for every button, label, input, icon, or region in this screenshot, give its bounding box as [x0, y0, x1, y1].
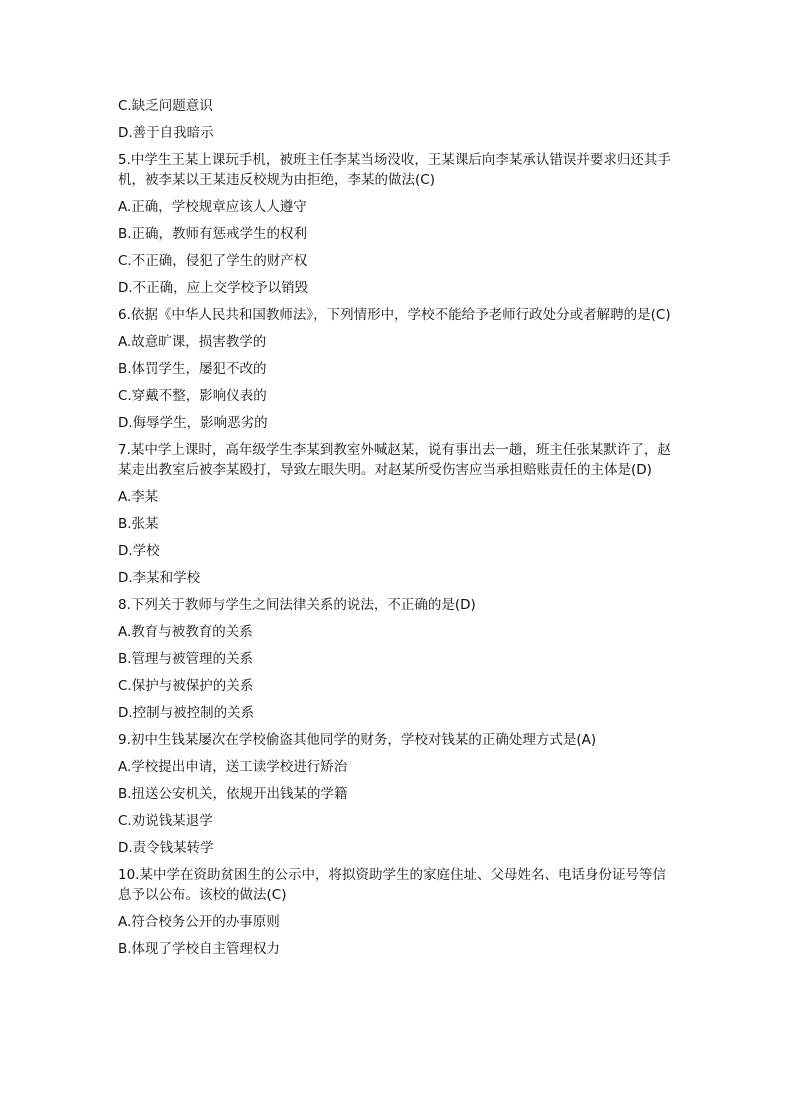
option-q4-c: C.缺乏问题意识 — [118, 98, 213, 114]
option-q5-b: B.正确，教师有惩戒学生的权利 — [118, 226, 308, 242]
question-6: 6.依据《中华人民共和国教师法》，下列情形中，学校不能给予老师行政处分或者解聘的是(C) — [118, 307, 671, 323]
option-q10-b: B.体现了学校自主管理权力 — [118, 941, 281, 957]
option-q8-a: A.教育与被教育的关系 — [118, 624, 253, 640]
option-q6-d: D.侮辱学生，影响恶劣的 — [118, 415, 268, 431]
option-q9-d: D.责令钱某转学 — [118, 840, 214, 856]
option-q7-d: D.李某和学校 — [118, 570, 201, 586]
question-7: 7.某中学上课时，高年级学生李某到教室外喊赵某，说有事出去一趟，班主任张某默许了，赵某走出教室后被李某殴打，导致左眼失明。对赵某所受伤害应当承担赔账责任的主体是(D) — [118, 442, 671, 478]
option-q5-a: A.正确，学校规章应该人人遵守 — [118, 199, 307, 215]
option-q9-a: A.学校提出申请，送工读学校进行矫治 — [118, 759, 348, 775]
option-q8-c: C.保护与被保护的关系 — [118, 678, 254, 694]
option-q8-d: D.控制与被控制的关系 — [118, 705, 255, 721]
option-q6-a: A.故意旷课，损害教学的 — [118, 334, 267, 350]
option-q7-c: D.学校 — [118, 543, 160, 559]
option-q4-d: D.善于自我暗示 — [118, 125, 214, 141]
question-8: 8.下列关于教师与学生之间法律关系的说法，不正确的是(D) — [118, 597, 476, 613]
option-q5-c: C.不正确，侵犯了学生的财产权 — [118, 253, 308, 269]
option-q9-c: C.劝说钱某退学 — [118, 813, 213, 829]
option-q8-b: B.管理与被管理的关系 — [118, 651, 254, 667]
option-q9-b: B.扭送公安机关，依规开出钱某的学籍 — [118, 786, 348, 802]
question-10: 10.某中学在资助贫困生的公示中，将拟资助学生的家庭住址、父母姓名、电话身份证号等信息予以公布。该校的做法(C) — [118, 867, 666, 903]
question-5: 5.中学生王某上课玩手机，被班主任李某当场没收，王某课后向李某承认错误并要求归还其手机，被李某以王某违反校规为由拒绝，李某的做法(C) — [118, 152, 671, 188]
document-page — [118, 96, 674, 966]
option-q7-b: B.张某 — [118, 516, 159, 532]
option-q5-d: D.不正确，应上交学校予以销毁 — [118, 280, 309, 296]
option-q6-c: C.穿戴不整，影响仪表的 — [118, 388, 267, 404]
option-q10-a: A.符合校务公开的办事原则 — [118, 914, 280, 930]
question-9: 9.初中生钱某屡次在学校偷盗其他同学的财务，学校对钱某的正确处理方式是(A) — [118, 732, 597, 748]
option-q6-b: B.体罚学生，屡犯不改的 — [118, 361, 267, 377]
option-q7-a: A.李某 — [118, 489, 159, 505]
